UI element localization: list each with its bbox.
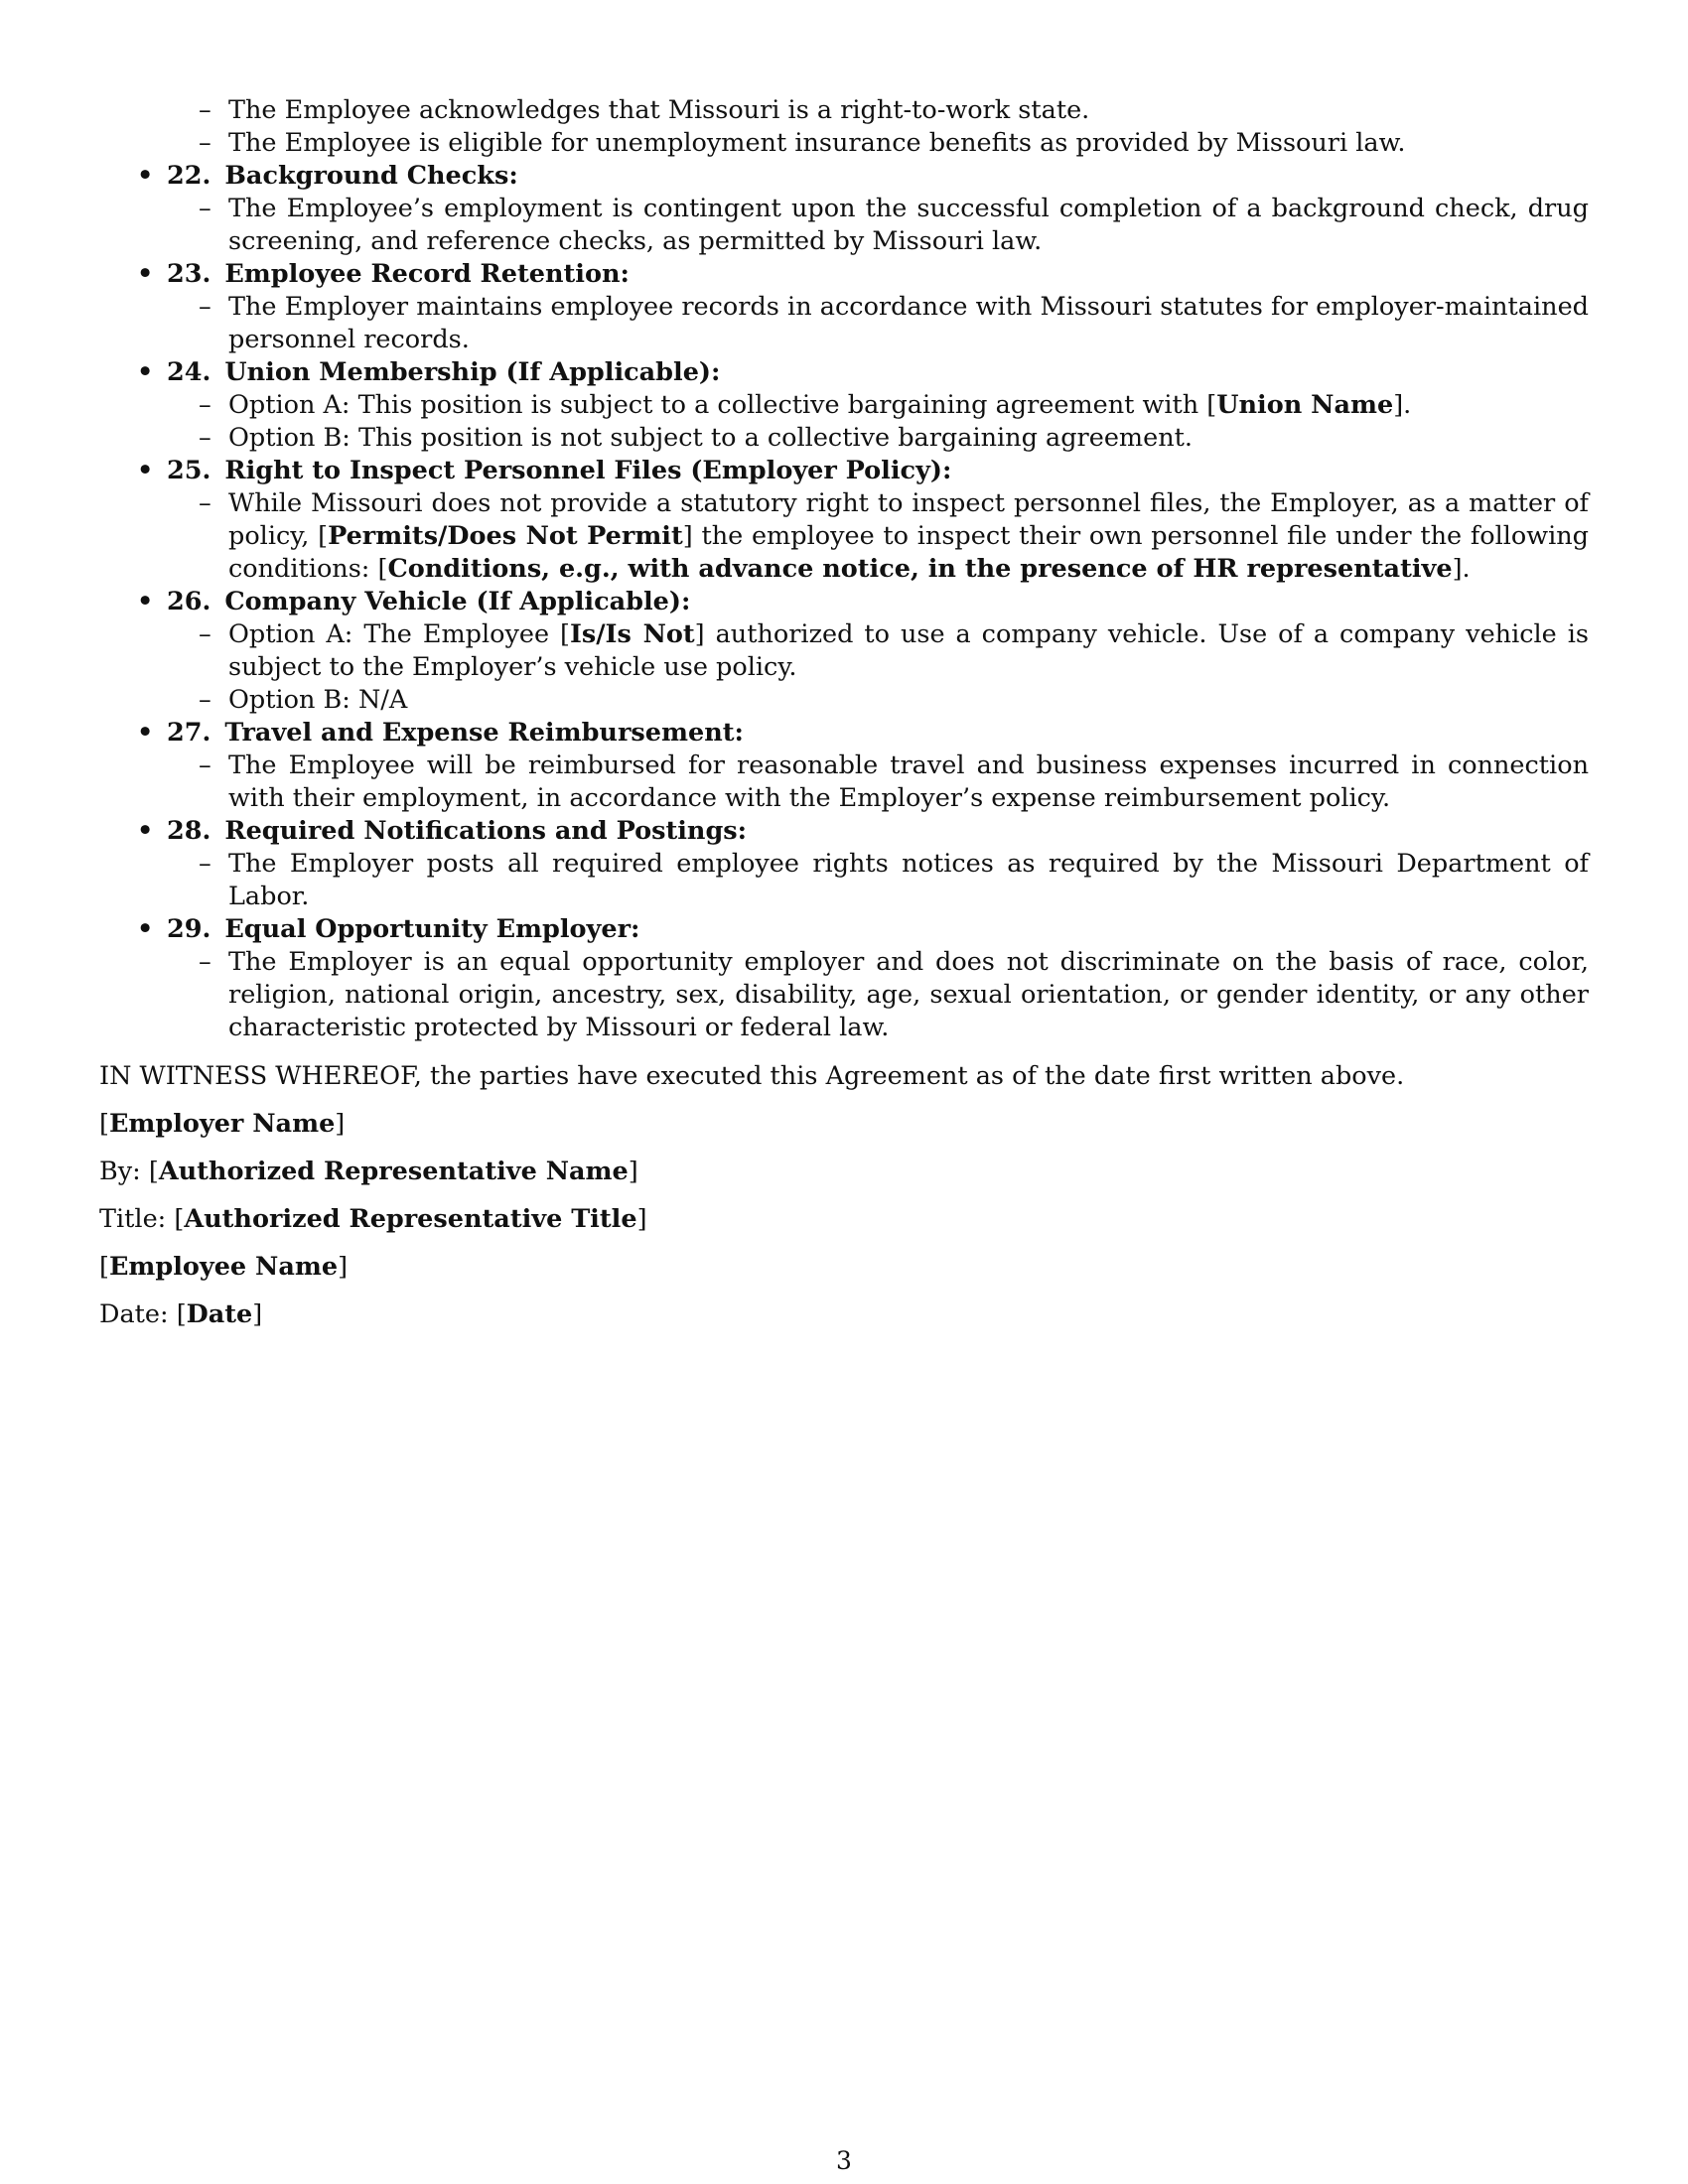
subitem-lead-0 bbox=[99, 94, 1589, 127]
subitem-list bbox=[99, 193, 1589, 258]
subitem-list bbox=[99, 750, 1589, 815]
section-title: Background Checks: bbox=[224, 161, 518, 191]
dash-marker: – bbox=[199, 751, 211, 780]
subitem-5-0 bbox=[99, 750, 1589, 815]
subitem-2-1 bbox=[99, 422, 1589, 455]
bullet-marker: • bbox=[137, 456, 154, 485]
section-number: 29. bbox=[167, 914, 211, 944]
text-run: While Missouri does not provide a statutory right to inspect personnel files, the Employer, as a matter of policy, [ bbox=[228, 488, 1589, 551]
title-label: Title: bbox=[99, 1204, 167, 1234]
section-number: 24. bbox=[167, 357, 211, 387]
subitem-4-0 bbox=[99, 618, 1589, 684]
date-placeholder: Date bbox=[186, 1299, 253, 1329]
subitem-list bbox=[99, 618, 1589, 717]
bullet-marker: • bbox=[137, 718, 154, 748]
text-run: Option A: This position is subject to a collective bargaining agreement with [ bbox=[228, 390, 1217, 420]
section-24 bbox=[99, 356, 1589, 455]
subitem-list bbox=[99, 487, 1589, 586]
by-line: By: [Authorized Representative Name] bbox=[99, 1157, 638, 1186]
bullet-marker: • bbox=[137, 161, 154, 191]
section-heading bbox=[99, 586, 1589, 618]
section-number: 28. bbox=[167, 816, 211, 846]
bullet-marker: • bbox=[137, 914, 154, 944]
section-title: Company Vehicle (If Applicable): bbox=[224, 587, 691, 616]
rep-name-placeholder: Authorized Representative Name bbox=[158, 1157, 629, 1186]
document-page bbox=[99, 94, 1589, 1331]
date-line: Date: [Date] bbox=[99, 1299, 263, 1329]
section-heading bbox=[99, 455, 1589, 487]
subitem-3-0 bbox=[99, 487, 1589, 586]
dash-marker: – bbox=[199, 390, 211, 420]
text-run: Option A: The Employee [ bbox=[228, 619, 570, 649]
dash-marker: – bbox=[199, 849, 211, 879]
text-run: ] the employee to inspect their own personnel file under the following conditions: [ bbox=[228, 521, 1590, 584]
text-run: The Employer is an equal opportunity employer and does not discriminate on the basis of race, color, religion, national origin, ancestry, sex, disability, age, sexual orientation, or gender identity, or any other characteristic protected by Missouri or federal law. bbox=[228, 947, 1589, 1042]
text-run: The Employee is eligible for unemployment insurance benefits as provided by Missouri law. bbox=[228, 128, 1406, 158]
subitem-list bbox=[99, 291, 1589, 356]
continued-subitem-list bbox=[99, 94, 1589, 160]
subitem-4-1 bbox=[99, 684, 1589, 717]
placeholder-field: Permits/Does Not Permit bbox=[328, 521, 683, 551]
dash-marker: – bbox=[199, 488, 211, 518]
section-title: Required Notifications and Postings: bbox=[224, 816, 748, 846]
placeholder-field: Union Name bbox=[1216, 390, 1394, 420]
text-run: The Employee’s employment is contingent upon the successful completion of a background check, drug screening, and reference checks, as permitted by Missouri law. bbox=[228, 194, 1589, 256]
date-label: Date: bbox=[99, 1299, 169, 1329]
section-28 bbox=[99, 815, 1589, 913]
section-22 bbox=[99, 160, 1589, 258]
section-number: 27. bbox=[167, 718, 211, 748]
section-26 bbox=[99, 586, 1589, 717]
employer-name-line: [Employer Name] bbox=[99, 1109, 346, 1139]
section-heading bbox=[99, 815, 1589, 848]
dash-marker: – bbox=[199, 947, 211, 977]
employee-name-line: [Employee Name] bbox=[99, 1252, 349, 1282]
text-run: ]. bbox=[1452, 554, 1471, 584]
section-27 bbox=[99, 717, 1589, 815]
dash-marker: – bbox=[199, 95, 211, 125]
subitem-1-0 bbox=[99, 291, 1589, 356]
section-number: 26. bbox=[167, 587, 211, 616]
text-run: ]. bbox=[1393, 390, 1412, 420]
text-run: The Employee acknowledges that Missouri is a right-to-work state. bbox=[228, 95, 1090, 125]
subitem-lead-1 bbox=[99, 127, 1589, 160]
dash-marker: – bbox=[199, 423, 211, 453]
section-title: Right to Inspect Personnel Files (Employer Policy): bbox=[224, 456, 952, 485]
subitem-0-0 bbox=[99, 193, 1589, 258]
section-number: 22. bbox=[167, 161, 211, 191]
section-number: 25. bbox=[167, 456, 211, 485]
subitem-2-0 bbox=[99, 389, 1589, 422]
section-29 bbox=[99, 913, 1589, 1044]
section-25 bbox=[99, 455, 1589, 586]
subitem-7-0 bbox=[99, 946, 1589, 1044]
section-23 bbox=[99, 258, 1589, 356]
dash-marker: – bbox=[199, 292, 211, 322]
section-number: 23. bbox=[167, 259, 211, 289]
bullet-marker: • bbox=[137, 816, 154, 846]
dash-marker: – bbox=[199, 194, 211, 223]
text-run: The Employer maintains employee records in accordance with Missouri statutes for employer-maintained personnel records. bbox=[228, 292, 1589, 354]
text-run: ] authorized to use a company vehicle. Use of a company vehicle is subject to the Employer’s vehicle use policy. bbox=[228, 619, 1589, 682]
bullet-marker: • bbox=[137, 357, 154, 387]
section-heading bbox=[99, 356, 1589, 389]
by-label: By: bbox=[99, 1157, 141, 1186]
text-run: Option B: This position is not subject to a collective bargaining agreement. bbox=[228, 423, 1193, 453]
bullet-marker: • bbox=[137, 259, 154, 289]
page-number: 3 bbox=[836, 2146, 852, 2175]
section-title: Equal Opportunity Employer: bbox=[224, 914, 640, 944]
subitem-list bbox=[99, 946, 1589, 1044]
title-line: Title: [Authorized Representative Title] bbox=[99, 1204, 647, 1234]
section-heading bbox=[99, 717, 1589, 750]
section-title: Union Membership (If Applicable): bbox=[224, 357, 721, 387]
text-run: Option B: N/A bbox=[228, 685, 408, 715]
bullet-marker: • bbox=[137, 587, 154, 616]
section-title: Travel and Expense Reimbursement: bbox=[224, 718, 744, 748]
section-list bbox=[99, 160, 1589, 1044]
witness-clause: IN WITNESS WHEREOF, the parties have executed this Agreement as of the date first written above. bbox=[99, 1061, 1405, 1091]
dash-marker: – bbox=[199, 128, 211, 158]
employer-name-placeholder: Employer Name bbox=[108, 1109, 336, 1139]
dash-marker: – bbox=[199, 685, 211, 715]
subitem-list bbox=[99, 848, 1589, 913]
rep-title-placeholder: Authorized Representative Title bbox=[184, 1204, 637, 1234]
text-run: The Employee will be reimbursed for reasonable travel and business expenses incurred in connection with their employment, in accordance with the Employer’s expense reimbursement policy. bbox=[228, 751, 1589, 813]
section-heading bbox=[99, 160, 1589, 193]
text-run: The Employer posts all required employee rights notices as required by the Missouri Department of Labor. bbox=[228, 849, 1589, 911]
employee-name-placeholder: Employee Name bbox=[108, 1252, 339, 1282]
placeholder-field: Is/Is Not bbox=[569, 619, 695, 649]
subitem-6-0 bbox=[99, 848, 1589, 913]
section-heading bbox=[99, 913, 1589, 946]
placeholder-field: Conditions, e.g., with advance notice, in the presence of HR representative bbox=[387, 554, 1453, 584]
dash-marker: – bbox=[199, 619, 211, 649]
subitem-list bbox=[99, 389, 1589, 455]
section-heading bbox=[99, 258, 1589, 291]
section-title: Employee Record Retention: bbox=[224, 259, 630, 289]
